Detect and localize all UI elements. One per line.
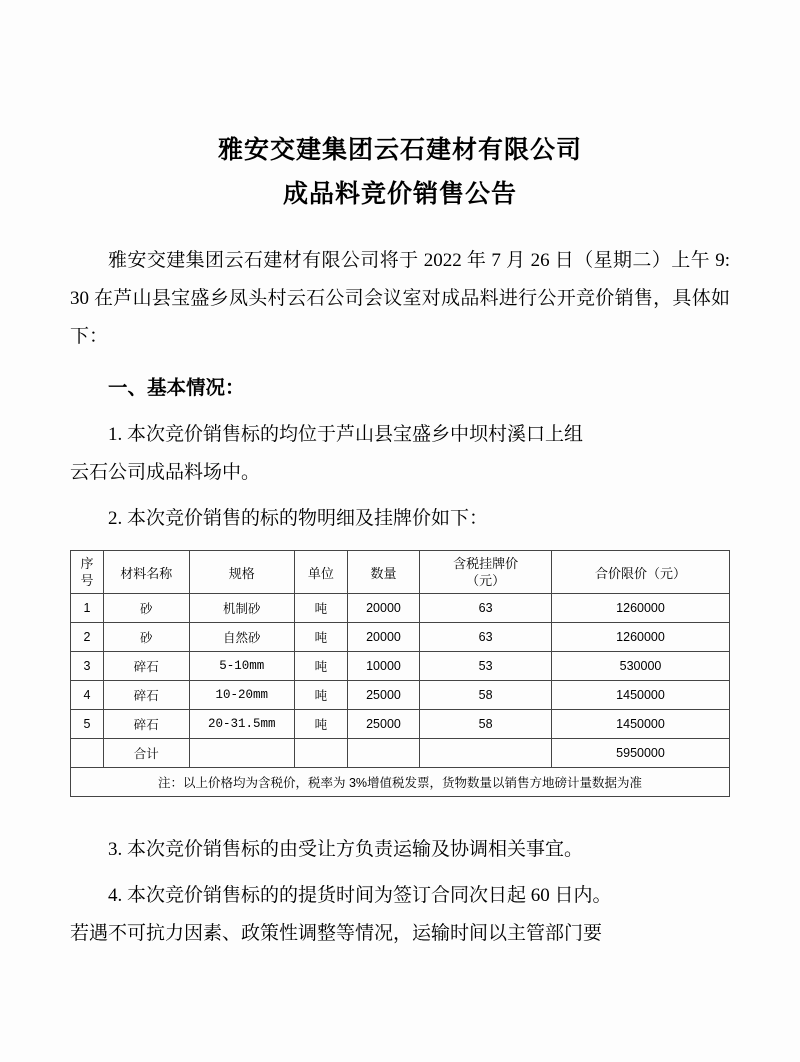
intro-paragraph-block xyxy=(70,242,730,356)
cell-total: 1450000 xyxy=(552,681,730,710)
cell-unit: 吨 xyxy=(295,652,348,681)
table-row xyxy=(71,681,730,710)
header-spec: 规格 xyxy=(189,551,294,594)
cell-name: 碎石 xyxy=(103,652,189,681)
summary-total: 5950000 xyxy=(552,739,730,768)
item-3: 3. 本次竞价销售标的由受让方负责运输及协调相关事宜。 xyxy=(108,839,584,860)
item-1-line-1: 1. 本次竞价销售标的均位于芦山县宝盛乡中坝村溪口上组 xyxy=(108,424,584,445)
cell-price: 58 xyxy=(420,681,552,710)
summary-price-empty xyxy=(420,739,552,768)
price-table-header xyxy=(71,551,730,594)
summary-label: 合计 xyxy=(103,739,189,768)
section-heading-basic-info: 一、基本情况： xyxy=(108,378,245,399)
table-row xyxy=(71,710,730,739)
cell-seq: 5 xyxy=(71,710,104,739)
cell-seq: 4 xyxy=(71,681,104,710)
cell-name: 碎石 xyxy=(103,681,189,710)
cell-qty: 10000 xyxy=(347,652,419,681)
cell-spec: 20-31.5mm xyxy=(189,710,294,739)
table-note-row xyxy=(71,768,730,797)
cell-spec: 10-20mm xyxy=(189,681,294,710)
header-seq-bottom: 号 xyxy=(80,573,94,588)
cell-price: 58 xyxy=(420,710,552,739)
cell-total: 1450000 xyxy=(552,710,730,739)
header-seq xyxy=(71,551,104,594)
page-content xyxy=(70,0,730,953)
cell-total: 1260000 xyxy=(552,623,730,652)
title-line-2: 成品料竞价销售公告 xyxy=(282,181,517,208)
cell-name: 碎石 xyxy=(103,710,189,739)
cell-spec: 自然砂 xyxy=(189,623,294,652)
summary-unit-empty xyxy=(295,739,348,768)
cell-seq: 3 xyxy=(71,652,104,681)
header-price-bottom: （元） xyxy=(466,573,506,588)
cell-total: 530000 xyxy=(552,652,730,681)
table-note: 注：以上价格均为含税价，税率为 3%增值税发票，货物数量以销售方地磅计量数据为准 xyxy=(71,768,730,797)
price-table xyxy=(70,550,730,797)
cell-price: 53 xyxy=(420,652,552,681)
item-1-line-2: 云石公司成品料场中。 xyxy=(70,462,261,483)
cell-unit: 吨 xyxy=(295,710,348,739)
header-unit: 单位 xyxy=(295,551,348,594)
item-4-line-1: 4. 本次竞价销售标的的提货时间为签订合同次日起 60 日内。 xyxy=(108,885,612,906)
header-total-price: 合价限价（元） xyxy=(552,551,730,594)
cell-spec: 机制砂 xyxy=(189,594,294,623)
cell-qty: 25000 xyxy=(347,681,419,710)
item-4-line-2: 若遇不可抗力因素、政策性调整等情况，运输时间以主管部门要 xyxy=(70,923,603,944)
cell-qty: 25000 xyxy=(347,710,419,739)
cell-price: 63 xyxy=(420,623,552,652)
header-price-top: 含税挂牌价 xyxy=(453,556,519,571)
item-2: 2. 本次竞价销售的标的物明细及挂牌价如下： xyxy=(108,508,489,529)
page-title xyxy=(70,130,730,216)
cell-total: 1260000 xyxy=(552,594,730,623)
header-seq-top: 序 xyxy=(80,556,94,571)
table-row xyxy=(71,652,730,681)
intro-paragraph: 雅安交建集团云石建材有限公司将于 2022 年 7 月 26 日（星期二）上午 9: 30 在芦山县宝盛乡凤头村云石公司会议室对成品料进行公开竞价销售，具体如下： xyxy=(70,250,730,347)
header-quantity: 数量 xyxy=(347,551,419,594)
table-row xyxy=(71,594,730,623)
title-line-1: 雅安交建集团云石建材有限公司 xyxy=(217,137,582,164)
table-summary-row xyxy=(71,739,730,768)
table-header-row xyxy=(71,551,730,594)
cell-unit: 吨 xyxy=(295,681,348,710)
table-row xyxy=(71,623,730,652)
cell-name: 砂 xyxy=(103,623,189,652)
cell-qty: 20000 xyxy=(347,594,419,623)
cell-unit: 吨 xyxy=(295,594,348,623)
cell-seq: 2 xyxy=(71,623,104,652)
header-price xyxy=(420,551,552,594)
cell-price: 63 xyxy=(420,594,552,623)
cell-name: 砂 xyxy=(103,594,189,623)
summary-spec-empty xyxy=(189,739,294,768)
cell-qty: 20000 xyxy=(347,623,419,652)
cell-unit: 吨 xyxy=(295,623,348,652)
cell-seq: 1 xyxy=(71,594,104,623)
header-material-name: 材料名称 xyxy=(103,551,189,594)
price-table-body xyxy=(71,594,730,797)
summary-qty-empty xyxy=(347,739,419,768)
cell-spec: 5-10mm xyxy=(189,652,294,681)
summary-seq-empty xyxy=(71,739,104,768)
